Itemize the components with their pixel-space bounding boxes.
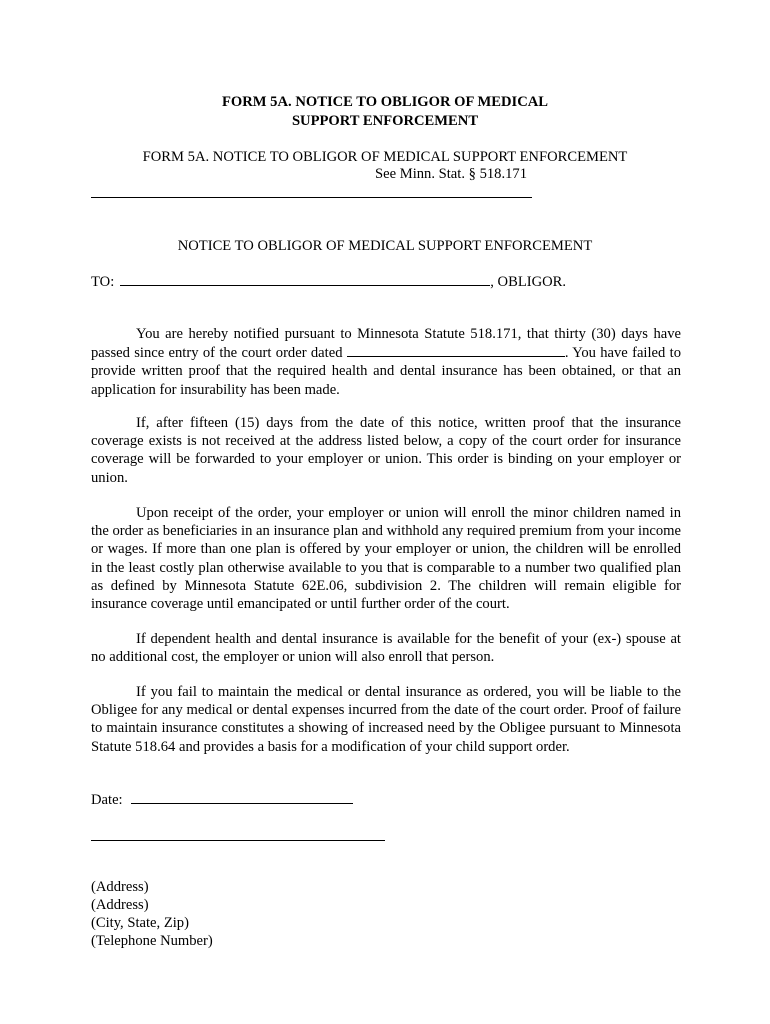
paragraph-liability xyxy=(91,683,681,756)
to-label: TO: xyxy=(91,274,115,290)
paragraph-spouse xyxy=(91,630,681,666)
paragraph-enrollment xyxy=(91,504,681,613)
address-line-1: (Address) xyxy=(91,879,149,895)
date-field[interactable] xyxy=(131,790,353,804)
obligor-name-field[interactable] xyxy=(120,272,490,286)
address-line-2: (Address) xyxy=(91,897,149,913)
statute-citation: See Minn. Stat. § 518.171 xyxy=(375,166,528,182)
notice-heading: NOTICE TO OBLIGOR OF MEDICAL SUPPORT ENFORCEMENT xyxy=(177,238,593,254)
signature-line[interactable] xyxy=(91,840,385,841)
paragraph-fifteen-days xyxy=(91,414,681,487)
date-line xyxy=(91,790,353,810)
header-divider xyxy=(91,197,532,198)
paragraph-notification-text-end: . You have failed to provide written proof that the required health and dental insurance has been obtained, or that an application for insurability has been made. xyxy=(91,345,681,398)
form-title-line-1: FORM 5A. NOTICE TO OBLIGOR OF MEDICAL xyxy=(221,94,549,110)
paragraph-enrollment-text: Upon receipt of the order, your employer or union will enroll the minor children named in the order as beneficiaries in an insurance plan and withhold any required premium from your income or wages. If more than one plan is offered by your employer or union, the children will be enrolled in the least costly plan otherwise available to you that is comparable to a number two qualified plan as defined by Minnesota Statute 62E.06, subdivision 2. The children will remain eligible for insurance coverage until emancipated or until further order of the court. xyxy=(91,505,681,613)
obligor-suffix: , OBLIGOR. xyxy=(490,274,567,290)
paragraph-notification xyxy=(91,325,681,399)
paragraph-spouse-text: If dependent health and dental insurance is available for the benefit of your (ex-) spouse at no additional cost, the employer or union will also enroll that person. xyxy=(91,631,681,666)
city-state-zip-line: (City, State, Zip) xyxy=(91,915,189,931)
to-line xyxy=(91,272,566,292)
paragraph-liability-text: If you fail to maintain the medical or dental insurance as ordered, you will be liable to the Obligee for any medical or dental expenses incurred from the date of the court order. Proof of failure to maintain insurance constitutes a showing of increased need by the Obligee pursuant to Minnesota Statute 518.64 and provides a basis for a modification of your child support order. xyxy=(91,684,681,755)
telephone-number-line: (Telephone Number) xyxy=(91,933,213,949)
court-order-date-field[interactable] xyxy=(347,343,565,357)
paragraph-fifteen-days-text: If, after fifteen (15) days from the date of this notice, written proof that the insurance coverage exists is not received at the address listed below, a copy of the court order for insurance coverage will be forwarded to your employer or union. This order is binding on your employer or union. xyxy=(91,415,681,486)
form-subtitle: FORM 5A. NOTICE TO OBLIGOR OF MEDICAL SUPPORT ENFORCEMENT xyxy=(142,149,628,165)
form-title-line-2: SUPPORT ENFORCEMENT xyxy=(291,113,479,129)
date-label: Date: xyxy=(91,792,123,808)
paragraph-notification-text-start: You are hereby notified pursuant to Minnesota Statute 518.171, that thirty (30) days have passed since entry of the court order dated xyxy=(91,326,681,362)
